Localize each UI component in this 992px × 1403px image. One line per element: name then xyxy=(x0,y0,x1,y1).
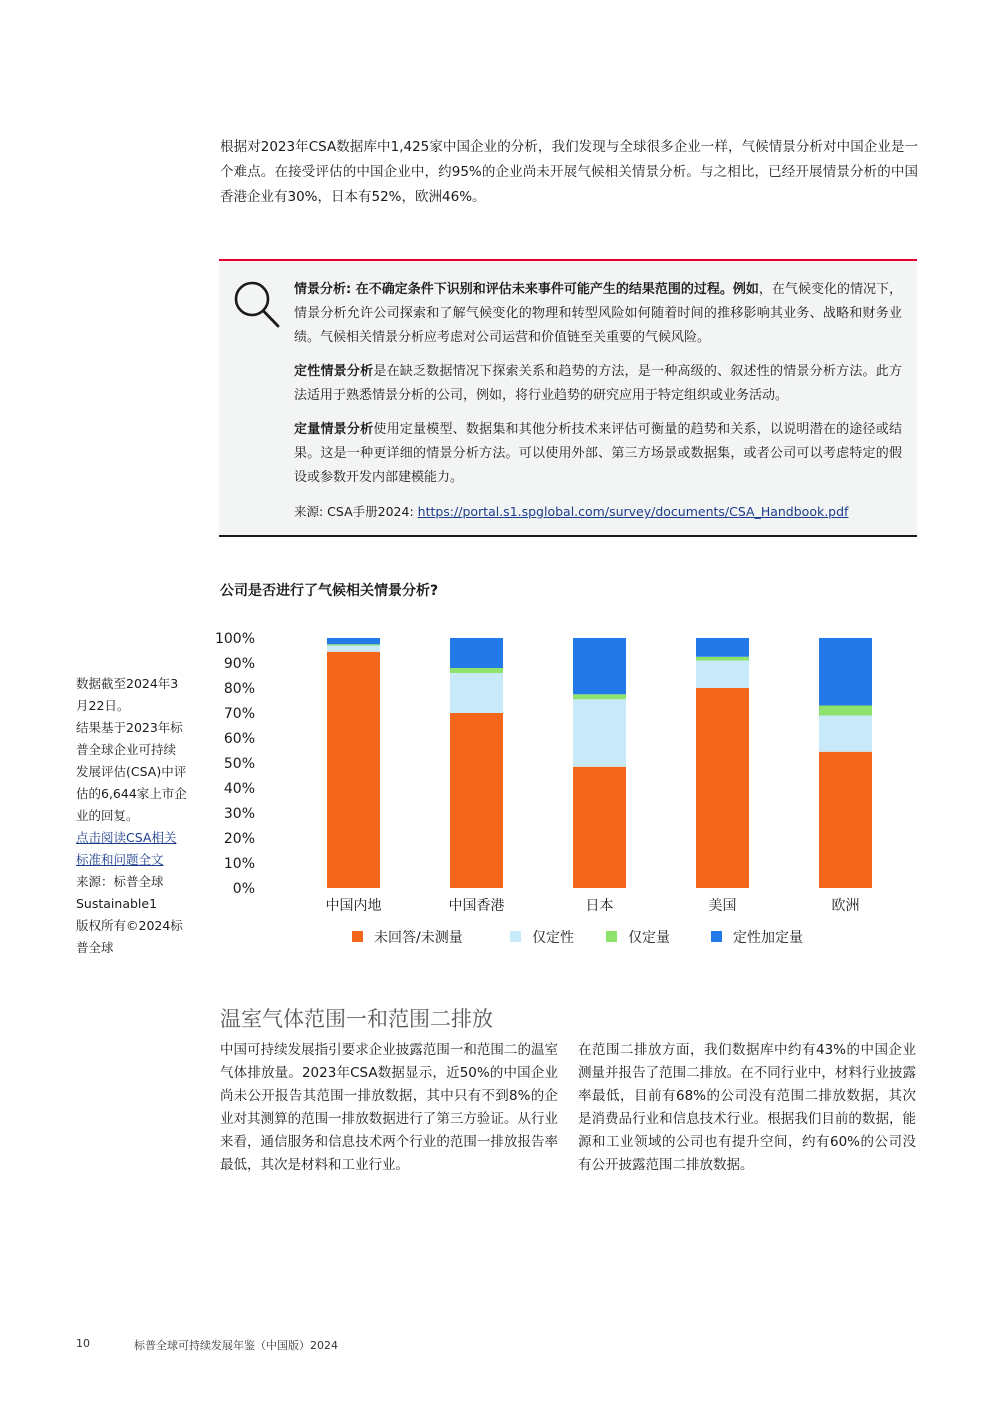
csa-standards-link[interactable]: 点击阅读CSA相关标准和问题全文 xyxy=(76,830,177,867)
footer-title: 标普全球可持续发展年鉴（中国版）2024 xyxy=(134,1339,338,1352)
bar-segment xyxy=(450,713,503,888)
bar-segment xyxy=(450,638,503,668)
legend-swatch xyxy=(352,931,363,942)
bar-segment xyxy=(327,644,380,645)
y-tick-label: 30% xyxy=(223,806,255,822)
bar-segment xyxy=(696,661,749,689)
definition-qualitative: 定性情景分析是在缺乏数据情况下探索关系和趋势的方法，是一种高级的、叙述性的情景分析方法。此方法适用于熟悉情景分析的公司，例如，将行业趋势的研究应用于特定组织或业务活动。 xyxy=(294,364,902,403)
y-tick-label: 20% xyxy=(223,831,255,847)
chart-title: 公司是否进行了气候相关情景分析? xyxy=(220,583,439,599)
legend-label: 未回答/未测量 xyxy=(374,930,463,946)
bar-segment xyxy=(696,688,749,888)
bar-segment xyxy=(696,638,749,657)
section-left-paragraph: 中国可持续发展指引要求企业披露范围一和范围二的温室气体排放量。2023年CSA数据显示，近50%的中国企业尚未公开报告其范围一排放数据，其中只有不到8%的企业对其测算的范围一排放数据进行了第三方验证。从行业来看，通信服务和信息技术两个行业的范围一排放报告率最低，其次是材料和工业行业。 xyxy=(220,1042,558,1173)
intro-paragraph: 根据对2023年CSA数据库中1,425家中国企业的分析，我们发现与全球很多企业一样，气候情景分析对中国企业是一个难点。在接受评估的中国企业中，约95%的企业尚未开展气候相关情景分析。与之相比，已经开展情景分析的中国香港企业有30%，日本有52%，欧洲46%。 xyxy=(220,139,918,205)
magnifier-icon xyxy=(232,279,282,335)
y-tick-label: 40% xyxy=(223,781,255,797)
bar-segment xyxy=(327,652,380,888)
bar-segment xyxy=(696,657,749,661)
bar-segment xyxy=(573,767,626,888)
definition-quantitative: 定量情景分析使用定量模型、数据集和其他分析技术来评估可衡量的趋势和关系，以说明潜在的途径或结果。这是一种更详细的情景分析方法。可以使用外部、第三方场景或数据集，或者公司可以考虑特定的假设或参数开发内部建模能力。 xyxy=(294,422,902,485)
bar-segment xyxy=(819,706,872,716)
x-tick-label: 美国 xyxy=(708,898,737,914)
definition-box xyxy=(219,259,917,537)
bar-segment xyxy=(327,646,380,652)
side-note xyxy=(76,673,188,959)
bar-segment xyxy=(327,638,380,644)
y-tick-label: 0% xyxy=(232,881,255,897)
y-tick-label: 60% xyxy=(223,731,255,747)
bar-segment xyxy=(573,638,626,694)
x-tick-label: 欧洲 xyxy=(831,898,860,914)
section-title: 温室气体范围一和范围二排放 xyxy=(220,1007,493,1031)
y-tick-label: 100% xyxy=(214,631,255,647)
side-note-basis: 结果基于2023年标普全球企业可持续发展评估(CSA)中评估的6,644家上市企业的回复。 xyxy=(76,720,187,823)
legend-swatch xyxy=(606,931,617,942)
y-tick-label: 90% xyxy=(223,656,255,672)
legend-swatch xyxy=(711,931,722,942)
y-tick-label: 80% xyxy=(223,681,255,697)
legend-label: 仅定量 xyxy=(628,930,670,946)
y-tick-label: 70% xyxy=(223,706,255,722)
section-right-paragraph: 在范围二排放方面，我们数据库中约有43%的中国企业测量并报告了范围二排放。在不同行业中，材料行业披露率最低，目前有68%的公司没有范围二排放数据，其次是消费品行业和信息技术行业。根据我们目前的数据，能源和工业领域的公司也有提升空间，约有60%的公司没有公开披露范围二排放数据。 xyxy=(578,1042,916,1173)
bar-segment xyxy=(450,668,503,673)
definition-scenario: 情景分析: 在不确定条件下识别和评估未来事件可能产生的结果范围的过程。例如，在气候变化的情况下，情景分析允许公司探索和了解气候变化的物理和转型风险如何随着时间的推移影响其业务、战略和财务业绩。气候相关情景分析应考虑对公司运营和价值链至关重要的气候风险。 xyxy=(294,282,902,345)
bar-segment xyxy=(450,673,503,713)
legend-label: 仅定性 xyxy=(532,930,574,946)
page-number: 10 xyxy=(76,1337,90,1350)
bar-segment xyxy=(819,638,872,706)
legend-label: 定性加定量 xyxy=(733,930,803,946)
side-note-date: 数据截至2024年3月22日。 xyxy=(76,676,179,713)
definition-source: 来源: CSA手册2024: https://portal.s1.spglobal.com/survey/documents/CSA_Handbook.pdf xyxy=(294,504,849,519)
x-tick-label: 日本 xyxy=(585,898,614,914)
stacked-bar-chart xyxy=(200,620,920,960)
bar-segment xyxy=(819,752,872,888)
x-tick-label: 中国香港 xyxy=(448,898,505,914)
bar-segment xyxy=(573,699,626,767)
source-link[interactable]: https://portal.s1.spglobal.com/survey/documents/CSA_Handbook.pdf xyxy=(417,504,849,519)
legend-swatch xyxy=(510,931,521,942)
y-tick-label: 50% xyxy=(223,756,255,772)
x-tick-label: 中国内地 xyxy=(325,898,382,914)
side-note-source: 来源：标普全球Sustainable1 xyxy=(76,874,164,911)
side-note-copyright: 版权所有©2024标普全球 xyxy=(76,918,183,955)
bar-segment xyxy=(819,716,872,752)
y-tick-label: 10% xyxy=(223,856,255,872)
bar-segment xyxy=(573,694,626,699)
